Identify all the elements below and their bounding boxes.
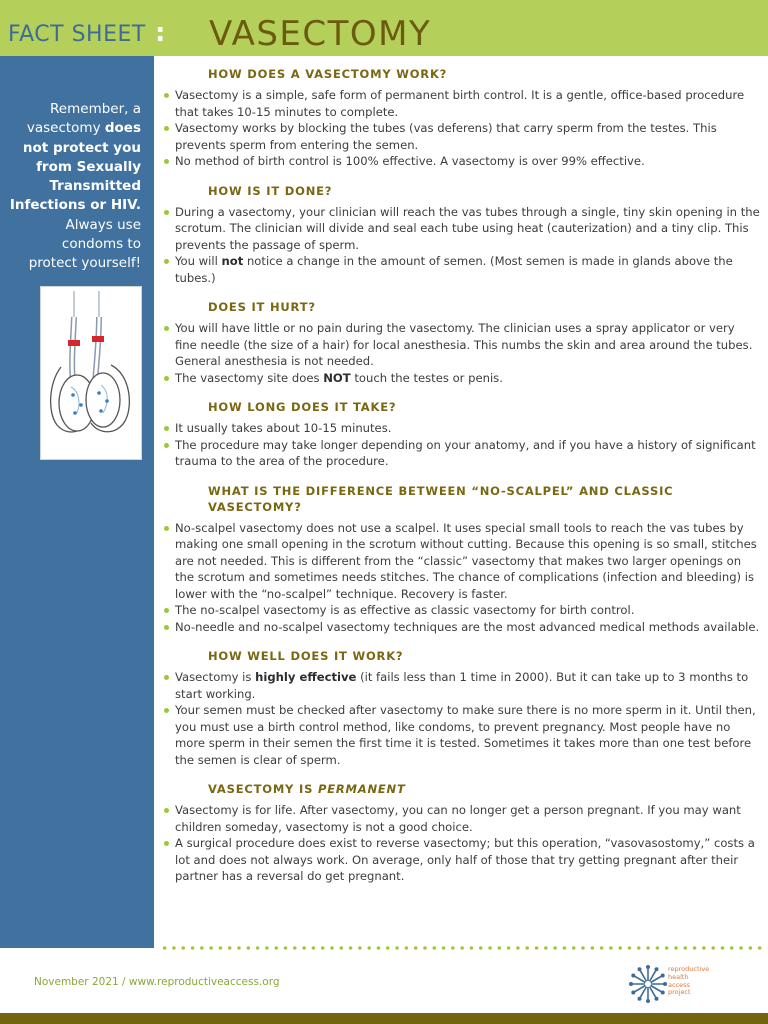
- section-heading: HOW DOES A VASECTOMY WORK?: [208, 67, 448, 81]
- sidebar-line: Infections or HIV.: [9, 197, 141, 214]
- header-separator: :: [155, 18, 166, 48]
- bottom-bar: [0, 1013, 768, 1024]
- list-item: Your semen must be checked after vasectomy to make sure there is no more sperm in it. Until then, you must use a birth control method, like condoms, to prevent pregnancy. Most people have no more sperm in their semen the first time it is tested. Sometimes it takes more than one test before the semen is clear of sperm.: [164, 702, 760, 768]
- section-how-long: [164, 399, 760, 470]
- section-heading: DOES IT HURT?: [208, 300, 316, 314]
- rhap-logo-icon: [628, 964, 668, 1004]
- sidebar-reminder: [4, 100, 141, 274]
- list-item: Vasectomy works by blocking the tubes (vas deferens) that carry sperm from the testes. This prevents sperm from entering the semen.: [164, 120, 760, 153]
- list-item: It usually takes about 10-15 minutes.: [164, 420, 760, 437]
- bullet-icon: [164, 841, 169, 846]
- sidebar-line: condoms to: [61, 236, 141, 253]
- bullet-icon: [164, 675, 169, 680]
- bullet-icon: [164, 443, 169, 448]
- logo-text: reproductive health access project: [668, 965, 710, 997]
- section-how-it-works: [164, 66, 760, 170]
- sidebar-line: Transmitted: [49, 178, 141, 195]
- list-item: You will not notice a change in the amount of semen. (Most semen is made in glands above the tubes.): [164, 253, 760, 286]
- bullet-icon: [164, 126, 169, 131]
- list-item: Vasectomy is highly effective (it fails less than 1 time in 2000). But it can take up to 3 months to start working.: [164, 669, 760, 702]
- bullet-icon: [164, 376, 169, 381]
- list-item: The vasectomy site does NOT touch the testes or penis.: [164, 370, 760, 387]
- list-item: Vasectomy is a simple, safe form of permanent birth control. It is a gentle, office-based procedure that takes 10-15 minutes to complete.: [164, 87, 760, 120]
- section-heading: HOW LONG DOES IT TAKE?: [208, 400, 397, 414]
- list-item: No-needle and no-scalpel vasectomy techniques are the most advanced medical methods available.: [164, 619, 760, 636]
- section-heading: HOW WELL DOES IT WORK?: [208, 649, 404, 663]
- list-item: During a vasectomy, your clinician will reach the vas tubes through a single, tiny skin opening in the scrotum. The clinician will divide and seal each tube using heat (cauterization) and a tiny clip. This prevents the passage of sperm.: [164, 204, 760, 254]
- list-item: Vasectomy is for life. After vasectomy, you can no longer get a person pregnant. If you may want children someday, vasectomy is not a good choice.: [164, 802, 760, 835]
- bullet-icon: [164, 625, 169, 630]
- section-permanent: [164, 781, 760, 885]
- dotted-divider: [160, 945, 764, 951]
- bullet-icon: [164, 608, 169, 613]
- section-how-done: [164, 183, 760, 287]
- fact-sheet-label: FACT SHEET: [8, 22, 146, 47]
- bullet-list: [164, 87, 760, 170]
- bullet-icon: [164, 708, 169, 713]
- sidebar-line: protect yourself!: [28, 255, 141, 272]
- bullet-list: [164, 669, 760, 768]
- anatomy-illustration: [40, 286, 142, 460]
- section-how-well: [164, 648, 760, 768]
- bullet-icon: [164, 259, 169, 264]
- section-difference: [164, 483, 760, 636]
- sidebar-line: from Sexually: [36, 158, 141, 175]
- list-item: The procedure may take longer depending on your anatomy, and if you have a history of significant trauma to the area of the procedure.: [164, 437, 760, 470]
- bullet-icon: [164, 426, 169, 431]
- section-does-it-hurt: [164, 299, 760, 386]
- bullet-list: [164, 420, 760, 470]
- main-content: [164, 62, 760, 898]
- sidebar-line: Always use: [65, 216, 141, 233]
- list-item: No-scalpel vasectomy does not use a scalpel. It uses special small tools to reach the vas tubes by making one small opening in the scrotum without cutting. Because this opening is so small, stitches are not needed. This is different from the “classic” vasectomy that makes two larger openings on the scrotum and sometimes needs stitches. The chance of complications (infection and bleeding) is lower with the “no-scalpel” technique. Recovery is faster.: [164, 520, 760, 603]
- bullet-list: [164, 520, 760, 636]
- list-item: A surgical procedure does exist to reverse vasectomy; but this operation, “vasovasostomy,” costs a lot and does not always work. On average, only half of those that try getting pregnant after their partner has a reversal do get pregnant.: [164, 835, 760, 885]
- section-heading: WHAT IS THE DIFFERENCE BETWEEN “NO-SCALPEL” AND CLASSIC VASECTOMY?: [208, 483, 674, 514]
- sidebar-line: Remember, a: [50, 101, 141, 117]
- bullet-list: [164, 802, 760, 885]
- list-item: You will have little or no pain during the vasectomy. The clinician uses a spray applicator or very fine needle (the size of a hair) for local anesthesia. This numbs the skin and area around the tubes. General anesthesia is not needed.: [164, 320, 760, 370]
- sidebar-line: not protect you: [22, 139, 141, 156]
- bullet-icon: [164, 210, 169, 215]
- bullet-list: [164, 320, 760, 386]
- sidebar-line: vasectomy does: [26, 120, 141, 137]
- bullet-icon: [164, 93, 169, 98]
- bullet-icon: [164, 326, 169, 331]
- section-heading: HOW IS IT DONE?: [208, 183, 333, 198]
- section-heading: VASECTOMY IS PERMANENT: [208, 782, 406, 796]
- bullet-icon: [164, 808, 169, 813]
- bullet-icon: [164, 159, 169, 164]
- bullet-icon: [164, 526, 169, 531]
- list-item: No method of birth control is 100% effective. A vasectomy is over 99% effective.: [164, 153, 760, 170]
- page-title: VASECTOMY: [209, 14, 432, 54]
- bullet-list: [164, 204, 760, 287]
- list-item: The no-scalpel vasectomy is as effective as classic vasectomy for birth control.: [164, 602, 760, 619]
- footer-text: November 2021 / www.reproductiveaccess.org: [34, 976, 280, 988]
- header-bar: [0, 0, 768, 56]
